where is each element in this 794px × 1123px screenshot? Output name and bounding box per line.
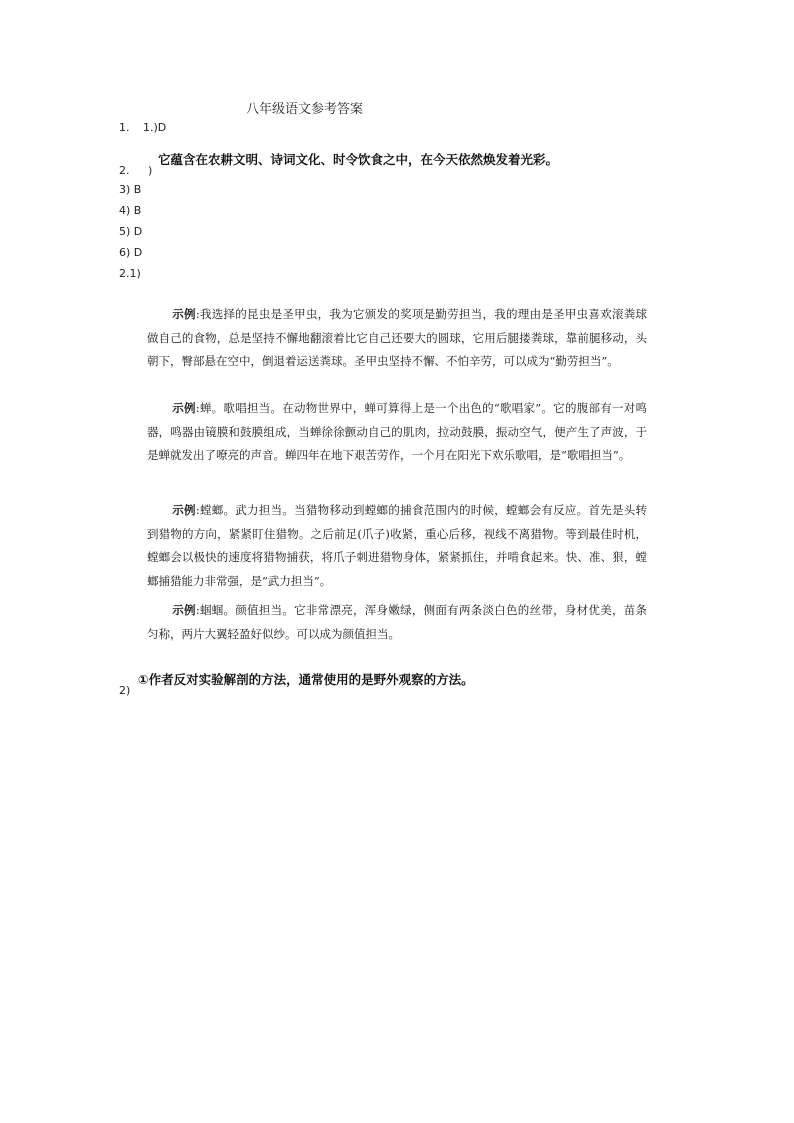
example-paragraph-3 (147, 499, 647, 595)
question-2-2-number: 2) (119, 684, 131, 697)
example-label: 示例 (172, 503, 196, 517)
question-1-item-2-number: 2. (119, 164, 130, 177)
page-title: 八年级语文参考答案 (246, 102, 364, 117)
example-paragraph-1 (147, 303, 647, 399)
example-text: :蝈蝈。颜值担当。它非常漂亮，浑身嫩绿，侧面有两条淡白色的丝带，身材优美，苗条匀称，两片大翼轻盈好似纱。可以成为颜值担当。 (147, 603, 648, 641)
question-1-answer-6: 6) D (119, 246, 143, 259)
example-paragraph-2 (147, 397, 647, 493)
example-label: 示例 (172, 401, 196, 415)
example-text: :螳螂。武力担当。当猎物移动到螳螂的捕食范围内的时候，螳螂会有反应。首先是头转到猎物的方向，紧紧盯住猎物。之后前足(爪子)收紧，重心后移，视线不离猎物。等到最佳时机，螳螂会以极快的速度将猎物捕获，将爪子刺进猎物身体，紧紧抓住，并啃食起来。快、准、狠，螳螂捕猎能力非常强，是“武力担当”。 (147, 503, 648, 588)
question-1-number: 1. (119, 121, 130, 134)
example-label: 示例 (172, 603, 196, 617)
question-1-item-2-paren: ) (148, 164, 153, 177)
question-2-2-answer: ①作者反对实验解剖的方法，通常使用的是野外观察的方法。 (138, 672, 474, 687)
question-2-1-label: 2.1) (119, 267, 141, 280)
example-text: :蝉。歌唱担当。在动物世界中，蝉可算得上是一个出色的“歌唱家”。它的腹部有一对鸣器，鸣器由镜膜和鼓膜组成，当蝉徐徐颤动自己的肌肉，拉动鼓膜，振动空气，便产生了声波，于是蝉就发出了嘹亮的声音。蝉四年在地下艰苦劳作，一个月在阳光下欢乐歌唱，是“歌唱担当”。 (147, 401, 647, 462)
question-1-answer-3: 3) B (119, 183, 142, 196)
question-1-answer-2-text: 它蕴含在农耕文明、诗词文化、时令饮食之中，在今天依然焕发着光彩。 (158, 152, 559, 167)
example-paragraph-4 (147, 599, 647, 647)
example-text: :我选择的昆虫是圣甲虫，我为它颁发的奖项是勤劳担当，我的理由是圣甲虫喜欢滚粪球做自己的食物，总是坚持不懈地翻滚着比它自己还要大的圆球，它用后腿搂粪球，靠前腿移动，头朝下，臀部悬在空中，倒退着运送粪球。圣甲虫坚持不懈、不怕辛劳，可以成为“勤劳担当”。 (147, 307, 648, 368)
question-1-answer-4: 4) B (119, 204, 142, 217)
example-label: 示例 (172, 307, 196, 321)
question-1-answer-5: 5) D (119, 225, 143, 238)
question-1-answer-1: 1.)D (143, 121, 167, 134)
